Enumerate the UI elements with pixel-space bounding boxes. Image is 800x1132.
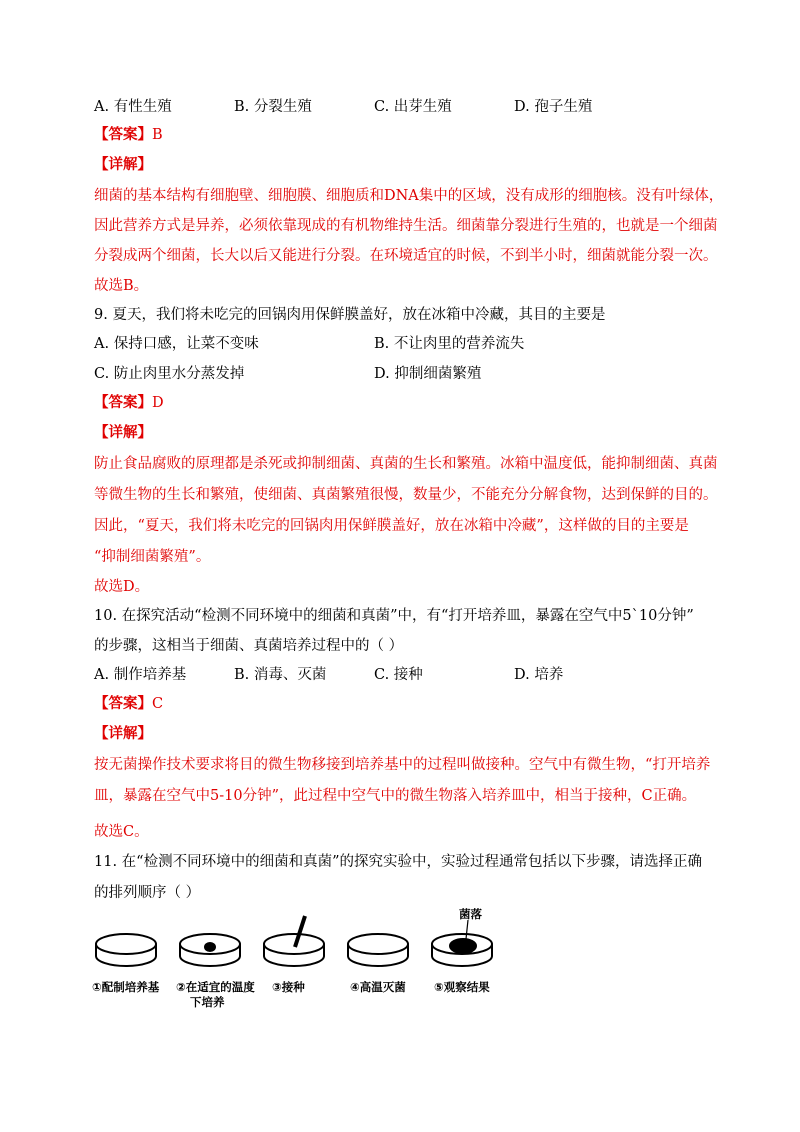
conclusion: 故选D。 bbox=[94, 579, 150, 595]
question-stem: 9. 夏天，我们将未吃完的回锅肉用保鲜膜盖好，放在冰箱中冷藏，其目的主要是 bbox=[94, 307, 606, 323]
detail-line: 等微生物的生长和繁殖，使细菌、真菌繁殖很慢，数量少，不能充分分解食物，达到保鲜的目的。 bbox=[94, 487, 718, 503]
option-b: B. 消毒、灭菌 bbox=[234, 667, 327, 683]
dish-label-1: ①配制培养基 bbox=[92, 980, 160, 994]
answer-tag: 【答案】 bbox=[94, 126, 152, 143]
detail-tag: 【详解】 bbox=[94, 156, 152, 173]
question-stem: 10. 在探究活动“检测不同环境中的细菌和真菌”中，有“打开培养皿，暴露在空气中5`10分钟” bbox=[94, 608, 694, 624]
detail-line: 因此营养方式是异养，必须依靠现成的有机物维持生活。细菌靠分裂进行生殖的，也就是一个细菌 bbox=[94, 218, 718, 234]
dish-label-5: ⑤观察结果 bbox=[434, 980, 490, 994]
answer-value: C bbox=[152, 696, 164, 712]
detail-line: “抑制细菌繁殖”。 bbox=[94, 549, 211, 565]
dish-label-2: ②在适宜的温度 bbox=[176, 980, 255, 994]
question-stem: 的排列顺序（ ） bbox=[94, 885, 201, 901]
option-d: D. 孢子生殖 bbox=[514, 99, 593, 115]
petri-dish-5 bbox=[432, 920, 492, 966]
petri-dish-2 bbox=[180, 934, 240, 966]
option-d: D. 培养 bbox=[514, 667, 564, 683]
dish-label-2b: 下培养 bbox=[190, 995, 225, 1009]
detail-line: 细菌的基本结构有细胞壁、细胞膜、细胞质和DNA集中的区域，没有成形的细胞核。没有叶绿体， bbox=[94, 188, 724, 204]
conclusion: 故选C。 bbox=[94, 824, 149, 840]
answer-value: B bbox=[152, 127, 163, 143]
option-c: C. 接种 bbox=[374, 667, 423, 683]
detail-line: 因此，“夏天，我们将未吃完的回锅肉用保鲜膜盖好，放在冰箱中冷藏”，这样做的目的主要是 bbox=[94, 518, 689, 534]
question-stem: 的步骤，这相当于细菌、真菌培养过程中的（ ） bbox=[94, 638, 404, 654]
answer-value: D bbox=[152, 395, 164, 411]
detail-tag: 【详解】 bbox=[94, 725, 152, 742]
colony-blob bbox=[450, 939, 476, 953]
detail-tag: 【详解】 bbox=[94, 424, 152, 441]
colony-label: 菌落 bbox=[459, 907, 482, 921]
dish-label-3: ③接种 bbox=[272, 980, 305, 994]
petri-dish-3 bbox=[264, 916, 324, 966]
option-d: D. 抑制细菌繁殖 bbox=[374, 366, 482, 382]
detail-line: 防止食品腐败的原理都是杀死或抑制细菌、真菌的生长和繁殖。冰箱中温度低，能抑制细菌、真菌 bbox=[94, 456, 718, 472]
conclusion: 故选B。 bbox=[94, 278, 149, 294]
option-a: A. 制作培养基 bbox=[94, 667, 187, 683]
detail-line: 皿，暴露在空气中5-10分钟”，此过程中空气中的微生物落入培养皿中，相当于接种，C正确。 bbox=[94, 788, 697, 804]
petri-dish-4 bbox=[348, 934, 408, 966]
question-stem: 11. 在“检测不同环境中的细菌和真菌”的探究实验中，实验过程通常包括以下步骤，请选择正确 bbox=[94, 854, 702, 870]
option-c: C. 防止肉里水分蒸发掉 bbox=[94, 366, 245, 382]
option-b: B. 分裂生殖 bbox=[234, 99, 312, 115]
inoculum-dot bbox=[205, 943, 215, 951]
option-b: B. 不让肉里的营养流失 bbox=[374, 336, 525, 352]
detail-line: 按无菌操作技术要求将目的微生物移接到培养基中的过程叫做接种。空气中有微生物，“打开培养 bbox=[94, 757, 711, 773]
detail-line: 分裂成两个细菌，长大以后又能进行分裂。在环境适宜的时候，不到半小时，细菌就能分裂一次。 bbox=[94, 248, 718, 264]
petri-dish-1 bbox=[96, 934, 156, 966]
option-c: C. 出芽生殖 bbox=[374, 99, 452, 115]
answer-tag: 【答案】 bbox=[94, 695, 152, 712]
dish-label-4: ④高温灭菌 bbox=[350, 980, 406, 994]
answer-tag: 【答案】 bbox=[94, 394, 152, 411]
option-a: A. 有性生殖 bbox=[94, 99, 172, 115]
option-a: A. 保持口感，让菜不变味 bbox=[94, 336, 259, 352]
